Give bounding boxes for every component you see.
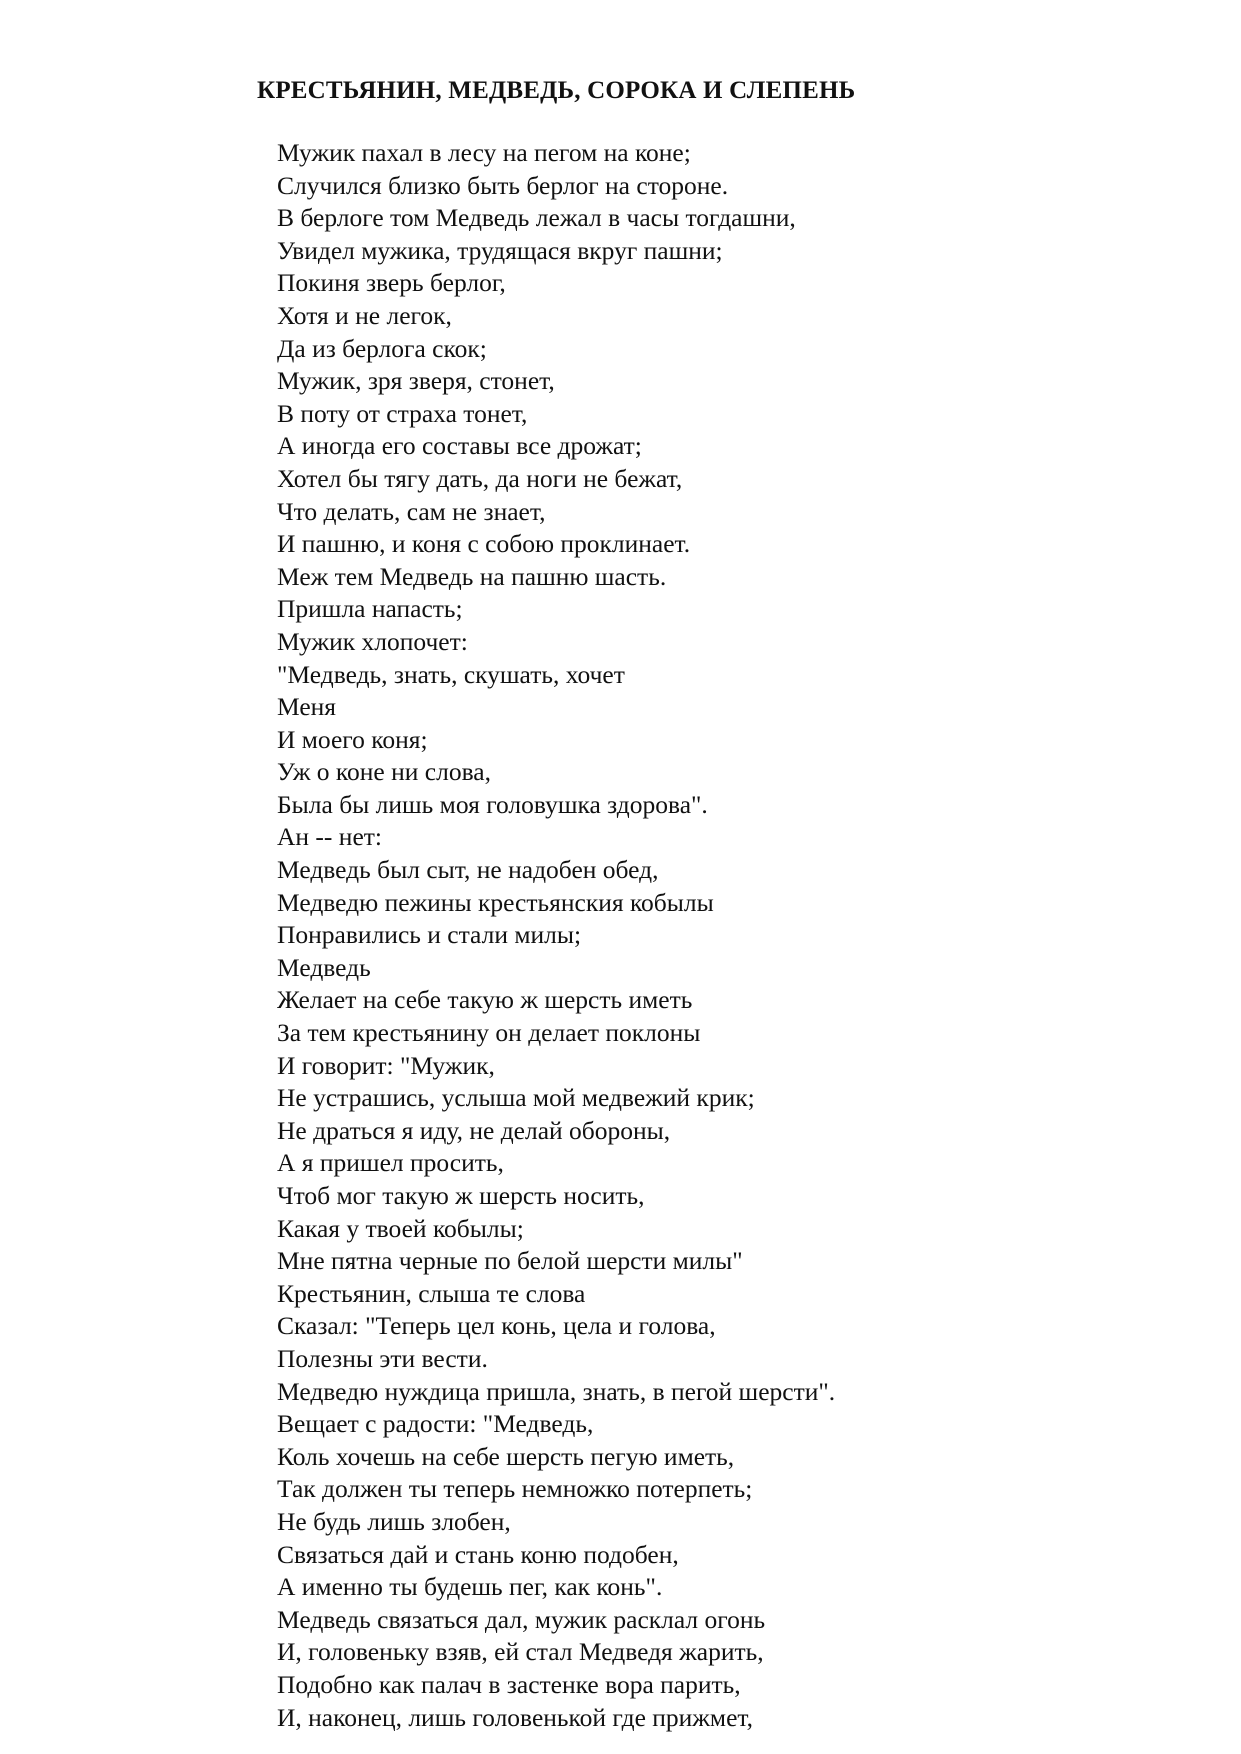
- poem-line: Да из берлога скок;: [277, 333, 487, 363]
- poem-line: Пришла напасть;: [277, 594, 463, 624]
- poem-line: Чтоб мог такую ж шерсть носить,: [277, 1181, 645, 1210]
- poem-line: Случился близко быть берлог на стороне.: [277, 170, 729, 200]
- poem-line: А я пришел просить,: [277, 1148, 504, 1178]
- poem-line: Хотел бы тягу дать, да ноги не бежат,: [277, 463, 683, 493]
- poem-line: Меж тем Медведь на пашню шасть.: [277, 561, 667, 591]
- poem-line: Что делать, сам не знает,: [277, 496, 546, 526]
- poem-line: А именно ты будешь пег, как конь".: [277, 1572, 663, 1602]
- poem-line: Желает на себе такую ж шерсть иметь: [277, 985, 693, 1015]
- poem-line: Хотя и не легок,: [277, 300, 452, 330]
- poem-line: И, наконец, лишь головенькой где прижмет,: [277, 1702, 753, 1732]
- poem-line: И говорит: "Мужик,: [277, 1050, 495, 1080]
- poem-line: Медведю нуждица пришла, знать, в пегой шерсти".: [277, 1376, 836, 1406]
- poem-line: И, головеньку взяв, ей стал Медведя жарить,: [277, 1637, 764, 1667]
- poem-line: Подобно как палач в застенке вора парить,: [277, 1669, 741, 1699]
- poem-line: Ан -- нет:: [277, 822, 382, 852]
- poem-line: Сказал: "Теперь цел конь, цела и голова,: [277, 1311, 716, 1341]
- poem-line: Не драться я иду, не делай обороны,: [277, 1115, 671, 1145]
- poem-line: Медведь связаться дал, мужик расклал огонь: [277, 1604, 766, 1634]
- poem-line: Мужик пахал в лесу на пегом на коне;: [277, 138, 691, 167]
- poem-line: Связаться дай и стань коню подобен,: [277, 1539, 679, 1569]
- poem-line: За тем крестьянину он делает поклоны: [277, 1018, 701, 1048]
- poem-line: Так должен ты теперь немножко потерпеть;: [277, 1474, 753, 1504]
- poem-line: В поту от страха тонет,: [277, 398, 528, 428]
- poem-line: Медведю пежины крестьянския кобылы: [277, 887, 714, 917]
- poem-body: [277, 137, 835, 1734]
- poem-line: Полезны эти вести.: [277, 1343, 488, 1373]
- poem-line: Покиня зверь берлог,: [277, 268, 506, 298]
- poem-line: Не будь лишь злобен,: [277, 1506, 511, 1536]
- poem-line: Не устрашись, услыша мой медвежий крик;: [277, 1083, 755, 1113]
- poem-line: Медведь был сыт, не надобен обед,: [277, 855, 659, 885]
- poem-line: Меня: [277, 692, 337, 722]
- poem-line: Какая у твоей кобылы;: [277, 1213, 524, 1243]
- poem-line: И моего коня;: [277, 724, 428, 754]
- poem-line: А иногда его составы все дрожат;: [277, 431, 642, 461]
- poem-line: В берлоге том Медведь лежал в часы тогдашни,: [277, 203, 796, 233]
- poem-line: Мужик хлопочет:: [277, 626, 468, 656]
- poem-line: Вещает с радости: "Медведь,: [277, 1409, 594, 1439]
- poem-line: Понравились и стали милы;: [277, 920, 582, 950]
- poem-line: Медведь: [277, 952, 371, 982]
- poem-line: Крестьянин, слыша те слова: [277, 1278, 586, 1308]
- poem-title: КРЕСТЬЯНИН, МЕДВЕДЬ, СОРОКА И СЛЕПЕНЬ: [257, 77, 856, 104]
- poem-line: Мне пятна черные по белой шерсти милы": [277, 1246, 743, 1276]
- poem-line: "Медведь, знать, скушать, хочет: [277, 659, 625, 689]
- poem-line: И пашню, и коня с собою проклинает.: [277, 529, 691, 559]
- poem-line: Уж о коне ни слова,: [277, 757, 491, 787]
- poem-line: Была бы лишь моя головушка здорова".: [277, 789, 708, 819]
- poem-line: Увидел мужика, трудящася вкруг пашни;: [277, 235, 723, 265]
- poem-line: Коль хочешь на себе шерсть пегую иметь,: [277, 1441, 735, 1471]
- poem-line: Мужик, зря зверя, стонет,: [277, 366, 555, 396]
